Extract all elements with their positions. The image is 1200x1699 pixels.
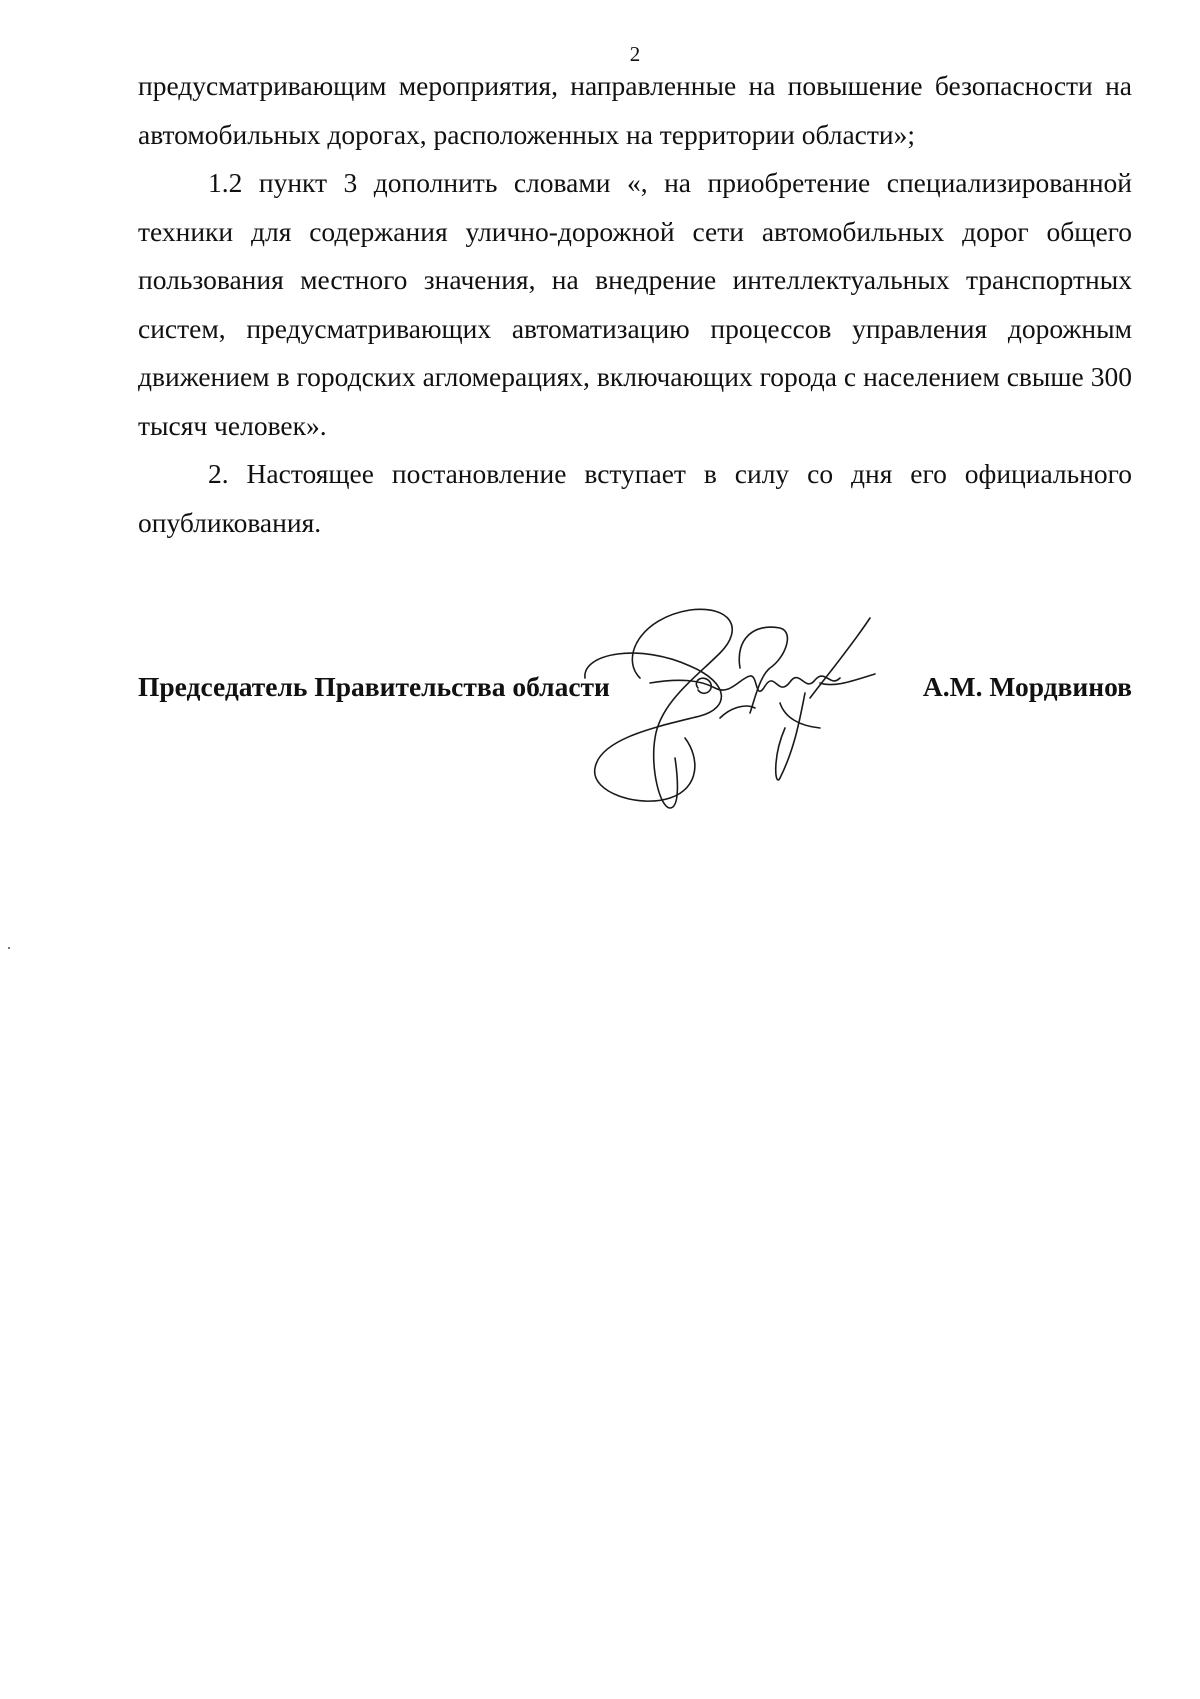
page-number: 2 bbox=[629, 42, 641, 66]
document-body bbox=[138, 62, 1132, 547]
handwritten-signature bbox=[580, 608, 910, 813]
paragraph-continuation: предусматривающим мероприятия, направленные на повышение безопасности на автомобильных дорогах, расположенных на территории области»; bbox=[138, 70, 1132, 150]
paragraph-item-1-2: 1.2 пункт 3 дополнить словами «, на приобретение специализированной техники для содержания улично-дорожной сети автомобильных дорог общего пользования местного значения, на внедрение интеллектуальных транспортных систем, предусматривающих автоматизацию процессов управления дорожным движением в городских агломерациях, включающих города с населением свыше 300 тысяч человек». bbox=[138, 167, 1132, 441]
signer-title: Председатель Правительства области bbox=[138, 671, 610, 702]
scan-speck bbox=[8, 947, 10, 949]
paragraph-item-2: 2. Настоящее постановление вступает в силу со дня его официального опубликования. bbox=[138, 458, 1132, 538]
signer-name: А.М. Мордвинов bbox=[922, 671, 1132, 702]
